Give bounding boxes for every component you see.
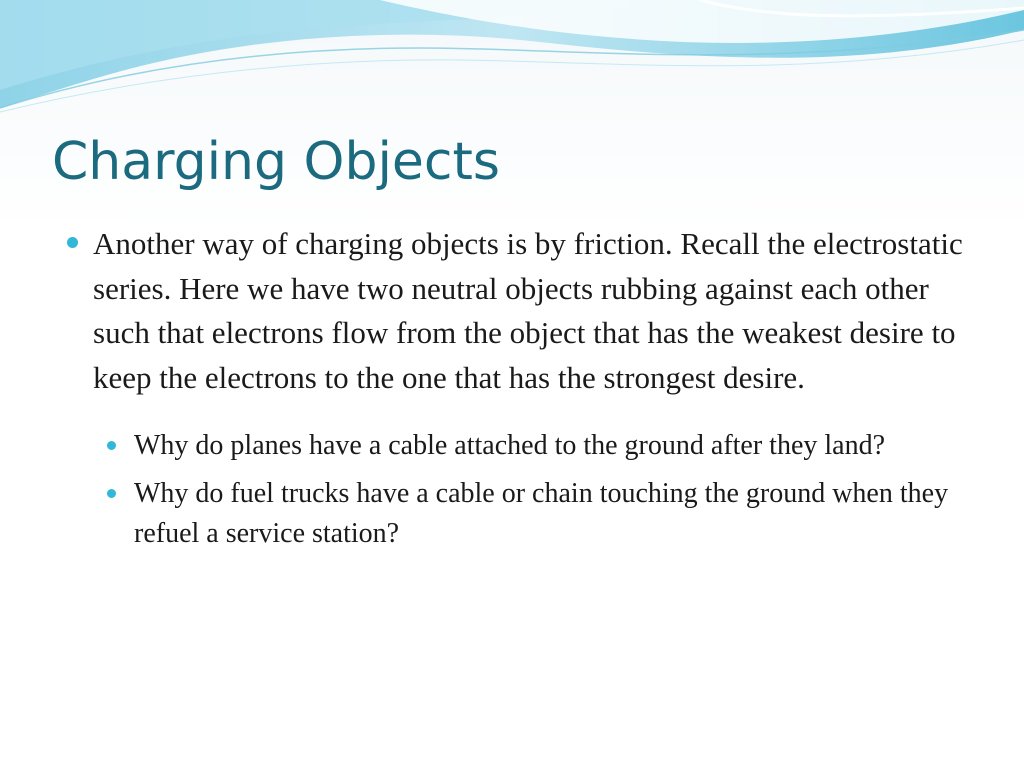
sub-bullet-dot-icon xyxy=(107,489,116,498)
sub-bullet-item xyxy=(93,426,964,466)
wave-header-decoration xyxy=(0,0,1024,120)
bullet-item xyxy=(64,222,964,554)
bullet-text: Another way of charging objects is by friction. Recall the electrostatic series. Here we have two neutral objects rubbing against each other such that electrons flow from the object that has the weakest desire to keep the electrons to the one that has the strongest desire. xyxy=(93,226,963,395)
bullet-dot-icon xyxy=(67,237,78,248)
sub-bullet-text: Why do planes have a cable attached to the ground after they land? xyxy=(134,430,886,462)
slide-title: Charging Objects xyxy=(52,132,500,192)
sub-bullet-list xyxy=(93,426,964,554)
sub-bullet-text: Why do fuel trucks have a cable or chain touching the ground when they refuel a service station? xyxy=(134,478,949,550)
sub-bullet-item xyxy=(93,474,964,554)
bullet-list xyxy=(64,222,964,562)
sub-bullet-dot-icon xyxy=(107,441,116,450)
